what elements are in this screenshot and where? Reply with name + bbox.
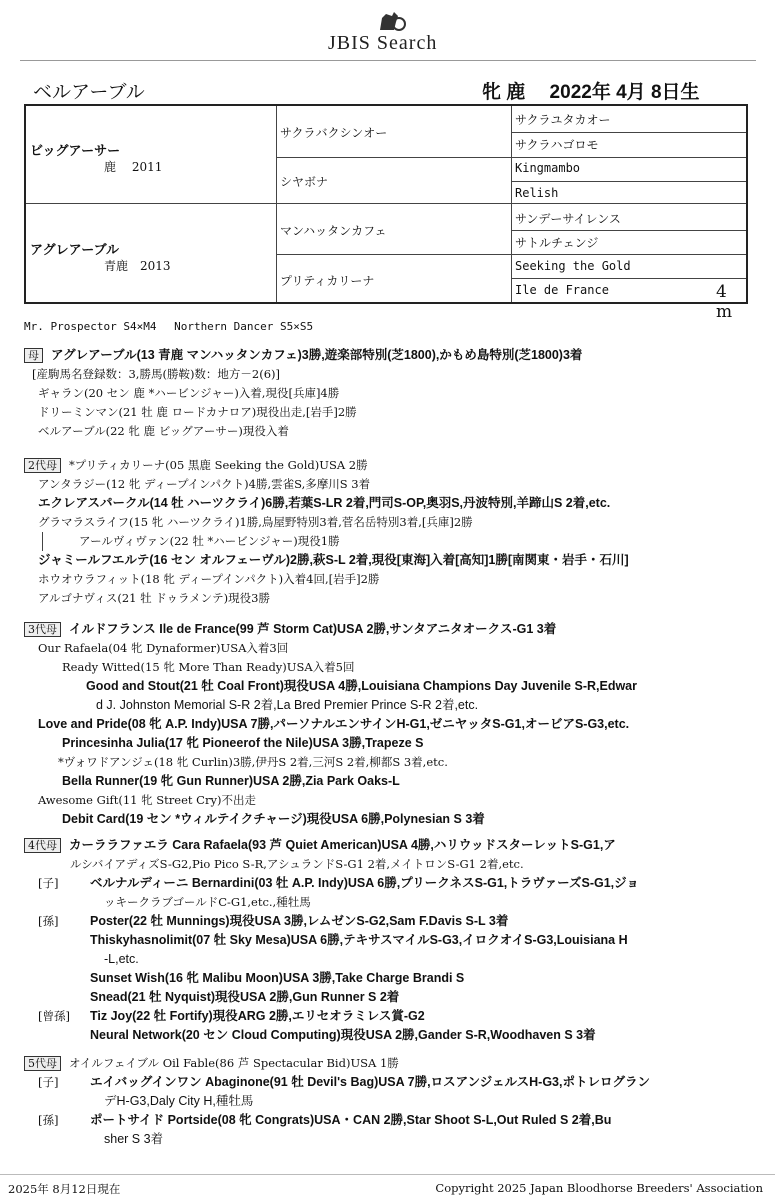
sire-sire[interactable]: サクラバクシンオー [280, 126, 388, 140]
fifth-child-row [24, 1073, 650, 1092]
fifth-dam-tag: 5代母 [24, 1056, 61, 1071]
fourth-line-9: -L,etc. [104, 952, 139, 966]
fourth-greatgrandchild-label: [曾孫] [38, 1009, 70, 1023]
dam-cell[interactable] [30, 239, 274, 258]
fourth-line-4: ベルナルディーニ Bernardini(03 牡 A.P. Indy)USA 6勝,プリークネスS-G1,トラヴァーズS-G1,ジョ [90, 876, 639, 890]
second-line-2: アンタラジー(12 牝 ディープインパクト)4勝,雲雀S,多摩川S 3着 [38, 477, 371, 491]
g3-8[interactable]: Ile de France [515, 283, 609, 297]
third-line-4: Good and Stout(21 牡 Coal Front)現役USA 4勝,Louisiana Champions Day Juvenile S-R,Edwar [86, 679, 637, 693]
fourth-line-10: Sunset Wish(16 牝 Malibu Moon)USA 3勝,Take Charge Brandi S [90, 971, 465, 985]
second-line-5: アールヴィヴァン(22 牡 *ハービンジャー)現役1勝 [42, 532, 629, 551]
g3-3[interactable]: Kingmambo [515, 161, 581, 175]
g3-5[interactable]: サンデーサイレンス [515, 212, 621, 226]
third-line-11: Debit Card(19 セン *ウィルテイクチャージ)現役USA 6勝,Polynesian S 3着 [62, 812, 485, 826]
second-line-1: *プリティカリーナ(05 黒鹿 Seeking the Gold)USA 2勝 [69, 458, 368, 472]
fourth-line-14: Neural Network(20 セン Cloud Computing)現役USA 2勝,Gander S-R,Woodhaven S 3着 [90, 1028, 596, 1042]
sire-dam[interactable]: シヤボナ [280, 175, 329, 189]
sire-name[interactable]: ビッグアーサー [30, 143, 121, 158]
header-divider [20, 60, 756, 61]
jbis-logo[interactable] [328, 10, 468, 54]
dam-name[interactable]: アグレアーブル [30, 242, 120, 257]
pedigree-table [24, 104, 748, 322]
sire-detail: 鹿 2011 [104, 160, 163, 174]
second-line-7: ホウオウラフィット(18 牝 ディープインパクト)入着4回,[岩手]2勝 [38, 572, 380, 586]
fourth-greatgrandchild-row [24, 1007, 628, 1026]
fourth-line-13: Tiz Joy(22 牡 Fortify)現役ARG 2勝,エリセオラミレス賞-G2 [90, 1009, 425, 1023]
horse-name: ベルアーブル [33, 82, 145, 103]
fifth-grandchild-row [24, 1111, 612, 1130]
fourth-line-5: ッキークラブゴールドC-G1,etc.,種牡馬 [104, 895, 311, 909]
second-line-4: グラマラスライフ(15 牝 ハーツクライ)1勝,鳥屋野特別3着,菅名岳特別3着,[兵庫]2勝 [38, 515, 473, 529]
third-dam-section [24, 620, 637, 829]
fourth-line-1: カーララファエラ Cara Rafaela(93 芦 Quiet American)USA 4勝,ハリウッドスターレットS-G1,ア [69, 838, 616, 852]
dam-section [24, 346, 582, 441]
fourth-grandchild-row [24, 912, 628, 931]
fifth-dam-section [24, 1054, 650, 1149]
g3-6[interactable]: サトルチェンジ [515, 236, 599, 250]
fourth-child-row [24, 874, 639, 893]
second-dam-tag: 2代母 [24, 458, 61, 473]
fourth-child-label: [子] [38, 876, 59, 890]
horse-sex-color-birth: 牝 鹿 2022年 4月 8日生 [482, 82, 700, 103]
dam-tag: 母 [24, 348, 43, 363]
dam-line-2: [産駒馬名登録数：3,勝馬(勝鞍)数：地方－2(6)] [32, 367, 281, 381]
third-line-10: Awesome Gift(11 牝 Street Cry)不出走 [38, 793, 256, 807]
fourth-grandchild-label: [孫] [38, 914, 59, 928]
dam-line-3: ギャラン(20 セン 鹿 *ハービンジャー)入着,現役[兵庫]4勝 [38, 386, 340, 400]
third-line-7: Princesinha Julia(17 牝 Pioneerof the Nile)USA 3勝,Trapeze S [62, 736, 424, 750]
second-line-6: ジャミールフエルテ(16 セン オルフェーヴル)2勝,萩S-L 2着,現役[東海]入着[高知]1勝[南関東・岩手・石川] [38, 553, 629, 567]
g3-7[interactable]: Seeking the Gold [515, 259, 631, 273]
footer-copyright: Copyright 2025 Japan Bloodhorse Breeders' Association [435, 1181, 763, 1195]
fifth-line-7: sher S 3着 [104, 1132, 164, 1146]
fifth-child-label: [子] [38, 1075, 59, 1089]
dam-sire[interactable]: マンハッタンカフェ [280, 224, 387, 238]
fourth-line-7: Poster(22 牡 Munnings)現役USA 3勝,レムゼンS-G2,Sam F.Davis S-L 3着 [90, 914, 509, 928]
footer-date: 2025年 8月12日現在 [8, 1182, 121, 1196]
sire-cell[interactable] [30, 140, 274, 159]
g3-2[interactable]: サクラハゴロモ [515, 138, 599, 152]
third-line-9: Bella Runner(19 牝 Gun Runner)USA 2勝,Zia Park Oaks-L [62, 774, 400, 788]
dam-line-1: アグレアーブル(13 青鹿 マンハッタンカフェ)3勝,遊楽部特別(芝1800),かもめ島特別(芝1800)3着 [51, 348, 583, 362]
g3-4[interactable]: Relish [515, 186, 559, 200]
fifth-line-3: エイバッグインワン Abaginone(91 牡 Devil's Bag)USA 7勝,ロスアンジェルスH-G3,ポトレログラン [90, 1075, 650, 1089]
fourth-line-8: Thiskyhasnolimit(07 牡 Sky Mesa)USA 6勝,テキサスマイルS-G3,イロクオイS-G3,Louisiana H [90, 933, 628, 947]
footer-divider [0, 1174, 775, 1175]
fifth-grandchild-label: [孫] [38, 1113, 59, 1127]
third-line-3: Ready Witted(15 牝 More Than Ready)USA入着5回 [62, 660, 355, 674]
fourth-line-11: Snead(21 牡 Nyquist)現役USA 2勝,Gun Runner S 2着 [90, 990, 400, 1004]
inbreeding-note: Mr. Prospector S4×M4 Northern Dancer S5×S5 [24, 320, 314, 333]
third-line-6: Love and Pride(08 牝 A.P. Indy)USA 7勝,パーソナルエンサインH-G1,ゼニヤッタS-G1,オービアS-G3,etc. [38, 717, 630, 731]
third-line-5: d J. Johnston Memorial S-R 2着,La Bred Premier Prince S-R 2着,etc. [96, 698, 479, 712]
fifth-line-4: デH-G3,Daly City H,種牡馬 [104, 1094, 254, 1108]
third-line-8: *ヴォワドアンジェ(18 牝 Curlin)3勝,伊丹S 2着,三河S 2着,柳都S 3着,etc. [58, 755, 448, 769]
second-dam-section [24, 456, 629, 608]
third-dam-tag: 3代母 [24, 622, 61, 637]
fourth-dam-section [24, 836, 639, 1045]
fourth-line-2: ルシバイアディズS-G2,Pio Pico S-R,アシュランドS-G1 2着,メイトロンS-G1 2着,etc. [70, 857, 524, 871]
fifth-line-1: オイルフェイブル Oil Fable(86 芦 Spectacular Bid)USA 1勝 [69, 1056, 399, 1070]
second-line-8: アルゴナヴィス(21 牡 ドゥラメンテ)現役3勝 [38, 591, 270, 605]
second-line-3: エクレアスパークル(14 牡 ハーツクライ)6勝,若葉S-LR 2着,門司S-OP,奥羽S,丹波特別,羊蹄山S 2着,etc. [38, 496, 611, 510]
dam-line-4: ドリーミンマン(21 牡 鹿 ロードカナロア)現役出走,[岩手]2勝 [38, 405, 357, 419]
third-line-1: イルドフランス Ile de France(99 芦 Storm Cat)USA 2勝,サンタアニタオークス-G1 3着 [69, 622, 557, 636]
dam-dam[interactable]: プリティカリーナ [280, 274, 375, 288]
logo-text: JBIS Search [328, 32, 438, 54]
family-number: 4 m [716, 282, 733, 322]
g3-1[interactable]: サクラユタカオー [515, 113, 611, 127]
dam-detail: 青鹿 2013 [104, 259, 171, 273]
fourth-dam-tag: 4代母 [24, 838, 61, 853]
fifth-line-6: ポートサイド Portside(08 牝 Congrats)USA・CAN 2勝,Star Shoot S-L,Out Ruled S 2着,Bu [90, 1113, 612, 1127]
dam-line-5: ベルアーブル(22 牝 鹿 ビッグアーサー)現役入着 [38, 424, 289, 438]
third-line-2: Our Rafaela(04 牝 Dynaformer)USA入着3回 [38, 641, 289, 655]
